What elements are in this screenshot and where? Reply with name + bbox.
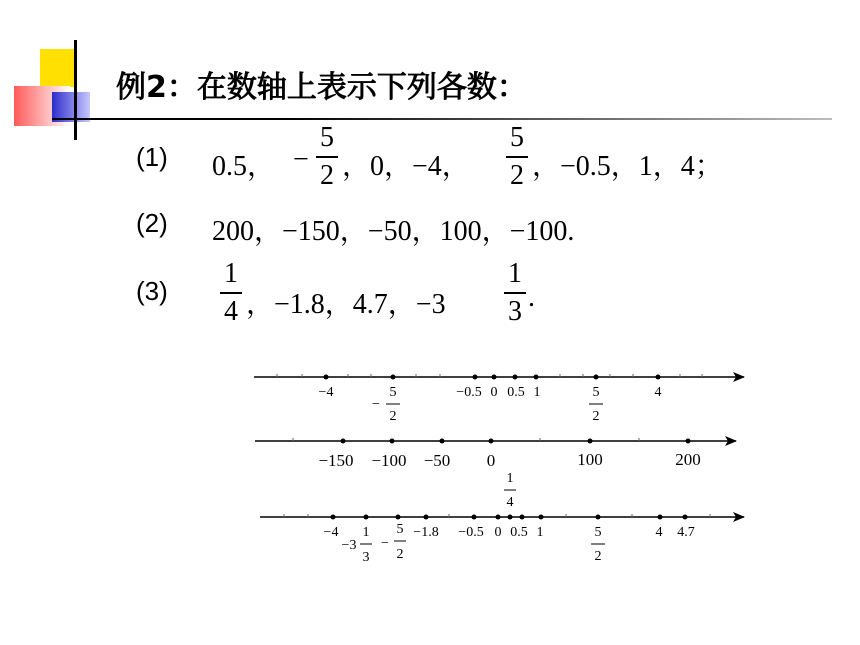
row-3-part-b-tail: . bbox=[528, 282, 535, 313]
point-neg-five-halves bbox=[396, 515, 401, 520]
tick-label: 100 bbox=[577, 450, 603, 469]
tick-label: 4 bbox=[655, 525, 663, 540]
tick-label: 5 bbox=[592, 385, 600, 400]
point-1 bbox=[534, 375, 539, 380]
point-0 bbox=[492, 375, 497, 380]
tick-label: −1.8 bbox=[413, 525, 439, 540]
tick-label: 4 bbox=[506, 495, 514, 510]
point-neg-50 bbox=[440, 439, 445, 444]
tick-label: 0 bbox=[486, 451, 496, 470]
tick-label: 4.7 bbox=[677, 525, 695, 540]
fraction-numerator: 5 bbox=[510, 122, 524, 153]
tick-label: 0.5 bbox=[507, 385, 525, 400]
tick-label: 1 bbox=[536, 525, 544, 540]
point-neg-five-halves bbox=[391, 375, 396, 380]
number-line-1 bbox=[254, 374, 744, 424]
point-4 bbox=[658, 515, 663, 520]
tick-label: 0 bbox=[490, 385, 498, 400]
tick-label: 0 bbox=[494, 525, 502, 540]
point-1 bbox=[539, 515, 544, 520]
tick-label: 2 bbox=[592, 409, 600, 424]
point-neg-4 bbox=[331, 515, 336, 520]
tick-label: 1 bbox=[533, 385, 541, 400]
tick-label: −0.5 bbox=[458, 525, 484, 540]
tick-label: −100 bbox=[371, 451, 407, 470]
row-1-minus-sign: − bbox=[293, 144, 309, 175]
fraction-denominator: 4 bbox=[224, 296, 238, 327]
tick-label: − bbox=[372, 397, 380, 412]
point-one-quarter bbox=[508, 515, 513, 520]
point-neg-0-5 bbox=[473, 375, 478, 380]
point-100 bbox=[588, 439, 593, 444]
row-1-part-a: 0.5， bbox=[212, 151, 276, 182]
point-4 bbox=[656, 375, 661, 380]
point-neg-0-5 bbox=[472, 515, 477, 520]
fraction-denominator: 3 bbox=[508, 296, 522, 327]
tick-label: −3 bbox=[341, 538, 357, 553]
row-2-text: 200，−150，−50，100，−100. bbox=[212, 216, 575, 247]
point-five-halves bbox=[594, 375, 599, 380]
tick-label: 2 bbox=[396, 547, 404, 562]
fraction-denominator: 2 bbox=[510, 160, 524, 191]
fraction-denominator: 2 bbox=[320, 160, 334, 191]
point-neg-1-8 bbox=[424, 515, 429, 520]
point-five-halves bbox=[596, 515, 601, 520]
tick-label: 1 bbox=[362, 525, 370, 540]
point-0-5 bbox=[513, 375, 518, 380]
row-1-part-c-tail: ，−0.5，1，4； bbox=[532, 151, 723, 182]
row-1-part-b-tail: ，0，−4， bbox=[342, 151, 470, 182]
tick-label: 5 bbox=[594, 525, 602, 540]
point-4-7 bbox=[683, 515, 688, 520]
tick-label: − bbox=[381, 536, 389, 551]
tick-label: 3 bbox=[362, 550, 370, 565]
tick-label: 1 bbox=[506, 471, 514, 486]
tick-label: 0.5 bbox=[510, 525, 528, 540]
fraction-numerator: 5 bbox=[320, 122, 334, 153]
tick-label: 4 bbox=[654, 385, 662, 400]
row-3-label: (3) bbox=[136, 276, 168, 306]
tick-label: 2 bbox=[389, 409, 397, 424]
number-line-2 bbox=[255, 438, 736, 470]
row-1-label: (1) bbox=[136, 142, 168, 172]
tick-label: −150 bbox=[318, 451, 354, 470]
point-200 bbox=[686, 439, 691, 444]
row-2-label: (2) bbox=[136, 208, 168, 238]
tick-label: −50 bbox=[423, 451, 451, 470]
row-3-part-a-tail: ，−1.8，4.7，−3 bbox=[246, 289, 446, 320]
page-title: 例2：在数轴上表示下列各数： bbox=[116, 70, 527, 105]
tick-label: 2 bbox=[594, 549, 602, 564]
point-0-5 bbox=[520, 515, 525, 520]
tick-label: 200 bbox=[675, 450, 701, 469]
tick-label: 5 bbox=[389, 385, 397, 400]
point-neg-100 bbox=[390, 439, 395, 444]
point-0 bbox=[489, 439, 494, 444]
tick-label: −0.5 bbox=[456, 385, 482, 400]
fraction-numerator: 1 bbox=[508, 258, 522, 289]
tick-label: −4 bbox=[323, 525, 339, 540]
fraction-numerator: 1 bbox=[224, 258, 238, 289]
tick-label: 5 bbox=[396, 522, 404, 537]
tick-label: −4 bbox=[318, 385, 334, 400]
point-neg-150 bbox=[341, 439, 346, 444]
point-0 bbox=[496, 515, 501, 520]
point-neg-4 bbox=[324, 375, 329, 380]
number-line-3 bbox=[260, 471, 744, 565]
point-neg-three-and-one-third bbox=[364, 515, 369, 520]
